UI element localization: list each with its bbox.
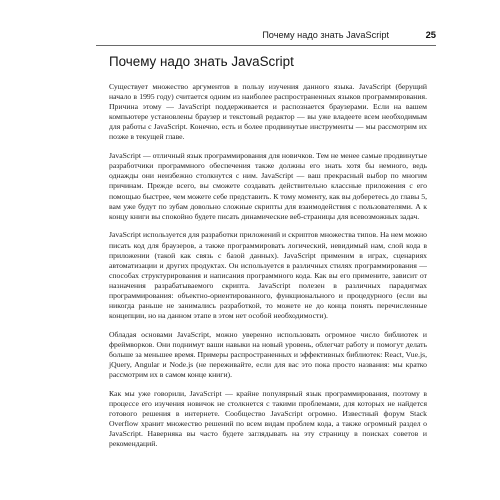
- paragraph-2: JavaScript — отличный язык программирования для новичков. Тем не менее самые продвинутые разработчики программного обеспечения также должны его знать хотя бы немного, ведь однажды они неизбежно столкнутся с ним. JavaScript — ваш прекрасный выбор по многим причинам. Прежде всего, вы сможете создавать действительно классные приложения с его помощью быстрее, чем можете себе представить. К тому моменту, как вы доберетесь до главы 5, вам уже будут по зубам довольно сложные скрипты для взаимодействия с пользователями. А к концу книги вы спокойно будете писать динамические веб-страницы для всевозможных задач.: [109, 151, 427, 221]
- body-text: [109, 82, 427, 458]
- paragraph-4: Обладая основами JavaScript, можно уверенно использовать огромное число библиотек и фреймворков. Они поднимут ваши навыки на новый уровень, облегчат работу и помогут делать больше за меньшее время. Примеры распространенных и эффективных библиотек: React, Vue.js, jQuery, Angular и Node.js (не переживайте, если для вас это пока просто названия: мы кратко рассмотрим их в самом конце книги).: [109, 329, 427, 380]
- paragraph-3: JavaScript используется для разработки приложений и скриптов множества типов. На нем можно писать код для браузеров, а также программировать логический, невидимый нам, слой кода в приложении (такой как связь с базой данных). JavaScript применим в играх, сценариях автоматизации и других продуктах. Он используется в различных стилях программирования — способах структурирования и написания программного кода. Как вы его примените, зависит от назначения разрабатываемого скрипта. JavaScript полезен в различных парадигмах программирования: объектно-ориентированного, функционального и процедурного (если вы никогда раньше не занимались разработкой, то можете не до конца понять перечисленные концепции, но на данном этапе в этом нет особой необходимости).: [109, 230, 427, 321]
- running-header-title: Почему надо знать JavaScript: [262, 30, 389, 40]
- paragraph-5: Как мы уже говорили, JavaScript — крайне популярный язык программирования, поэтому в процессе его изучения новичок не столкнется с такими проблемами, для которых не найдется готового решения в интернете. Сообщество JavaScript огромно. Известный форум Stack Overflow хранит множество решений по всем видам проблем кода, а также огромный раздел о JavaScript. Наверняка вы часто будете заглядывать на эту страницу в поисках советов и рекомендаций.: [109, 388, 427, 449]
- paragraph-1: Существует множество аргументов в пользу изучения данного языка. JavaScript (берущий начало в 1995 году) считается одним из наиболее распространенных языков программирования. Причина этому — JavaScript поддерживается и распознается браузерами. Если на вашем компьютере установлены браузер и текстовый редактор — вы уже владеете всем необходимым для работы с JavaScript. Конечно, есть и более продвинутые инструменты — мы рассмотрим их позже в текущей главе.: [109, 82, 427, 142]
- page-number: 25: [425, 29, 436, 40]
- running-header: [96, 29, 436, 46]
- section-title: Почему надо знать JavaScript: [109, 54, 294, 69]
